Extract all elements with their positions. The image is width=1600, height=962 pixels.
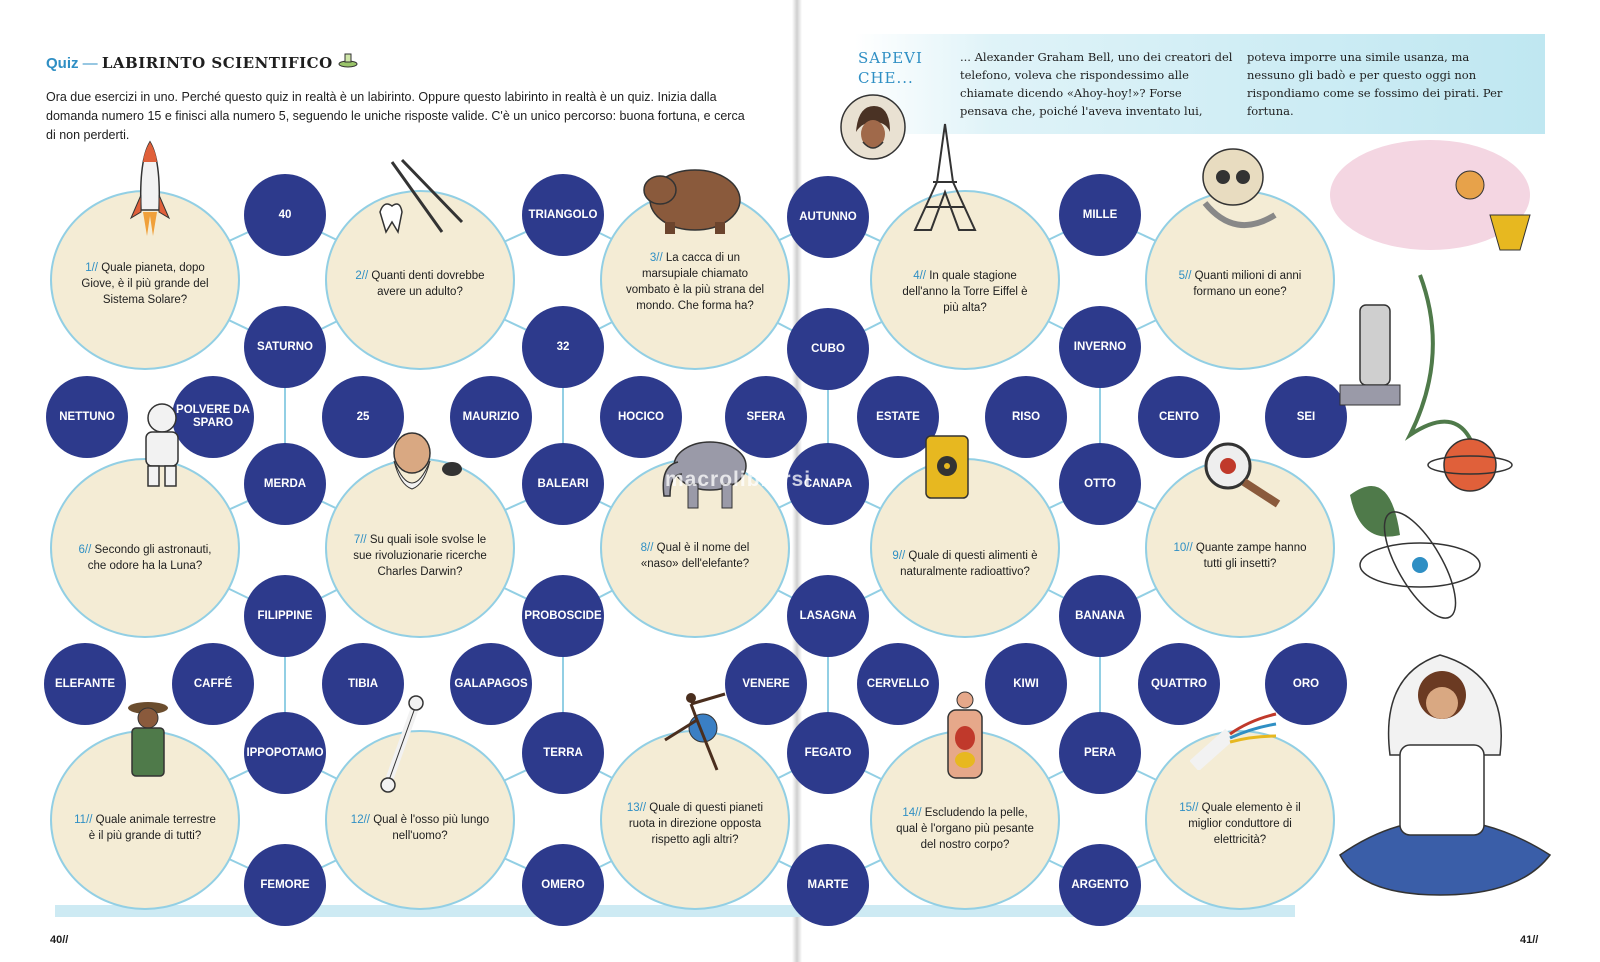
answer-merda[interactable]: MERDA xyxy=(244,443,326,525)
explorer-icon xyxy=(118,700,178,780)
answer-nettuno[interactable]: NETTUNO xyxy=(46,376,128,458)
answer-banana[interactable]: BANANA xyxy=(1059,575,1141,657)
sapevi-che-text: ... Alexander Graham Bell, uno dei creatori del telefono, voleva che rispondessimo alle chiamate dicendo «Ahoy-hoy!»? Forse pensava che, poiché l'aveva inventato lui, poteva imporre una simile usanza, ma nessuno gli badò e per questo oggi non rispondiamo come se fossimo dei pirati. Per fortuna. xyxy=(960,50,1503,118)
question-4: 4// In quale stagione dell'anno la Torre Eiffel è più alta? xyxy=(902,270,1028,314)
question-7: 7// Su quali isole svolse le sue rivoluzionarie ricerche Charles Darwin? xyxy=(353,534,487,578)
quiz-title: LABIRINTO SCIENTIFICO xyxy=(101,54,333,72)
answer-hocico[interactable]: HOCICO xyxy=(600,376,682,458)
answer-fegato[interactable]: FEGATO xyxy=(787,712,869,794)
answer-polvere-da-sparo[interactable]: POLVERE DA SPARO xyxy=(172,376,254,458)
answer-triangolo[interactable]: TRIANGOLO xyxy=(522,174,604,256)
answer-marte[interactable]: MARTE xyxy=(787,844,869,926)
answer-inverno[interactable]: INVERNO xyxy=(1059,306,1141,388)
answer-proboscide[interactable]: PROBOSCIDE xyxy=(522,575,604,657)
answer-lasagna[interactable]: LASAGNA xyxy=(787,575,869,657)
question-6: 6// Secondo gli astronauti, che odore ha la Luna? xyxy=(78,544,212,572)
radioactive-barrel-icon xyxy=(922,430,972,502)
answer-venere[interactable]: VENERE xyxy=(725,643,807,725)
question-1: 1// Quale pianeta, dopo Giove, è il più grande del Sistema Solare? xyxy=(81,262,209,306)
answer-maurizio[interactable]: MAURIZIO xyxy=(450,376,532,458)
question-9: 9// Quale di questi alimenti è naturalmente radioattivo? xyxy=(892,550,1038,578)
answer-otto[interactable]: OTTO xyxy=(1059,443,1141,525)
answer-cento[interactable]: CENTO xyxy=(1138,376,1220,458)
answer-baleari[interactable]: BALEARI xyxy=(522,443,604,525)
question-14: 14// Escludendo la pelle, qual è l'organo più pesante del nostro corpo? xyxy=(896,807,1034,851)
astronaut-icon xyxy=(132,400,192,490)
skull-icon xyxy=(1185,145,1285,235)
sapevi-che-title: SAPEVI CHE... xyxy=(858,49,923,87)
question-8: 8// Qual è il nome del «naso» dell'elefante? xyxy=(640,542,750,570)
page-title xyxy=(46,52,359,72)
anatomy-torso-icon xyxy=(940,690,990,785)
question-15: 15// Quale elemento è il miglior conduttore di elettricità? xyxy=(1179,802,1301,846)
quiz-label: Quiz xyxy=(46,55,79,72)
bone-icon xyxy=(372,695,432,795)
question-12: 12// Qual è l'osso più lungo nell'uomo? xyxy=(350,814,490,842)
answer-tibia[interactable]: TIBIA xyxy=(322,643,404,725)
answer-riso[interactable]: RISO xyxy=(985,376,1067,458)
answer-mille[interactable]: MILLE xyxy=(1059,174,1141,256)
answer-32[interactable]: 32 xyxy=(522,306,604,388)
eiffel-tower-icon xyxy=(905,122,985,232)
answer-autunno[interactable]: AUTUNNO xyxy=(787,176,869,258)
answer-galapagos[interactable]: GALAPAGOS xyxy=(450,643,532,725)
answer-40[interactable]: 40 xyxy=(244,174,326,256)
page-number-left: 40// xyxy=(50,934,69,946)
answer-25[interactable]: 25 xyxy=(322,376,404,458)
question-3: 3// La cacca di un marsupiale chiamato vombato è la più strana del mondo. Che forma ha? xyxy=(625,252,765,312)
graham-bell-portrait-icon xyxy=(838,92,908,162)
title-separator: — xyxy=(82,55,98,72)
science-collage-illustration xyxy=(1320,135,1590,935)
rocket-icon xyxy=(125,140,175,250)
answer-terra[interactable]: TERRA xyxy=(522,712,604,794)
question-5: 5// Quanti milioni di anni formano un eone? xyxy=(1178,270,1302,298)
magnifying-glass-icon xyxy=(1200,438,1284,508)
answer-saturno[interactable]: SATURNO xyxy=(244,306,326,388)
page-number-right: 41// xyxy=(1520,934,1539,946)
answer-ippopotamo[interactable]: IPPOPOTAMO xyxy=(244,712,326,794)
pliers-tooth-icon xyxy=(372,152,472,242)
intro-text: Ora due esercizi in uno. Perché questo quiz in realtà è un labirinto. Oppure questo labirinto in realtà è un quiz. Inizia dalla domanda numero 15 e finisci alla numero 5, seguendo le uniche risposte valide. C'è un unico percorso: buona fortuna, e cerca di non perderti. xyxy=(46,90,745,142)
answer-cervello[interactable]: CERVELLO xyxy=(857,643,939,725)
answer-elefante[interactable]: ELEFANTE xyxy=(44,643,126,725)
answer-argento[interactable]: ARGENTO xyxy=(1059,844,1141,926)
answer-oro[interactable]: ORO xyxy=(1265,643,1347,725)
trophy-icon xyxy=(337,52,359,68)
electric-wires-icon xyxy=(1190,710,1280,770)
question-10: 10// Quante zampe hanno tutti gli insetti? xyxy=(1173,542,1307,570)
answer-sfera[interactable]: SFERA xyxy=(725,376,807,458)
answer-caffe[interactable]: CAFFÉ xyxy=(172,643,254,725)
answer-canapa[interactable]: CANAPA xyxy=(787,443,869,525)
answer-femore[interactable]: FEMORE xyxy=(244,844,326,926)
answer-sei[interactable]: SEI xyxy=(1265,376,1347,458)
question-11: 11// Quale animale terrestre è il più grande di tutti? xyxy=(74,814,216,842)
dancer-earth-icon xyxy=(655,690,745,780)
answer-filippine[interactable]: FILIPPINE xyxy=(244,575,326,657)
question-13: 13// Quale di questi pianeti ruota in direzione opposta rispetto agli altri? xyxy=(626,802,764,846)
answer-omero[interactable]: OMERO xyxy=(522,844,604,926)
wombat-icon xyxy=(640,152,750,237)
answer-cubo[interactable]: CUBO xyxy=(787,308,869,390)
answer-kiwi[interactable]: KIWI xyxy=(985,643,1067,725)
answer-estate[interactable]: ESTATE xyxy=(857,376,939,458)
answer-quattro[interactable]: QUATTRO xyxy=(1138,643,1220,725)
answer-pera[interactable]: PERA xyxy=(1059,712,1141,794)
question-2: 2// Quanti denti dovrebbe avere un adulto? xyxy=(355,270,485,298)
darwin-icon xyxy=(380,425,470,505)
watermark: macrolibrarsi xyxy=(665,468,812,491)
